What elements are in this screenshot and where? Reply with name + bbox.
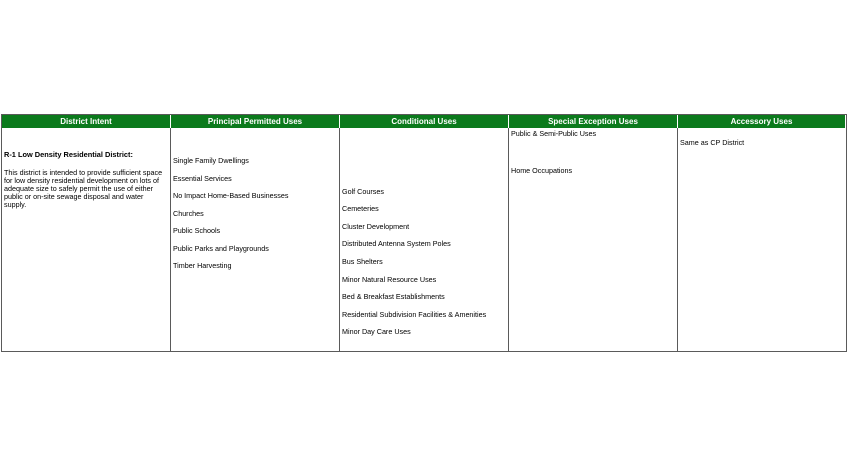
special-exception-uses-cell	[509, 128, 678, 351]
header-accessory-uses: Accessory Uses	[678, 115, 846, 128]
header-special-exception-uses: Special Exception Uses	[509, 115, 678, 128]
list-item: Churches	[173, 209, 204, 218]
list-item: Home Occupations	[511, 166, 573, 175]
list-item: Golf Courses	[342, 187, 384, 196]
list-item: Public Schools	[173, 226, 221, 235]
district-title: R-1 Low Density Residential District:	[4, 150, 133, 159]
district-intent-cell	[2, 128, 171, 351]
list-item: Distributed Antenna System Poles	[342, 239, 451, 248]
list-item: Bed & Breakfast Establishments	[342, 292, 445, 301]
list-item: Essential Services	[173, 174, 232, 183]
list-item: Minor Natural Resource Uses	[342, 275, 437, 284]
list-item: Timber Harvesting	[173, 261, 232, 270]
list-item: Public Parks and Playgrounds	[173, 244, 269, 253]
zoning-uses-table	[1, 114, 847, 352]
header-district-intent: District Intent	[2, 115, 171, 128]
header-conditional-uses: Conditional Uses	[340, 115, 509, 128]
list-item: Minor Day Care Uses	[342, 327, 411, 336]
list-item: Cemeteries	[342, 204, 379, 213]
district-description: This district is intended to provide sufficient space for low density residential development on lots of adequate size to safely permit the use of either public or on-site sewage disposal and water supply.	[4, 168, 163, 209]
list-item: No Impact Home-Based Businesses	[173, 191, 289, 200]
list-item: Single Family Dwellings	[173, 156, 249, 165]
conditional-uses-cell	[340, 128, 509, 351]
list-item: Public & Semi-Public Uses	[511, 129, 597, 138]
list-item: Bus Shelters	[342, 257, 383, 266]
list-item: Cluster Development	[342, 222, 410, 231]
list-item: Residential Subdivision Facilities & Amenities	[342, 310, 487, 319]
principal-permitted-uses-cell	[171, 128, 340, 351]
list-item: Same as CP District	[680, 138, 745, 147]
accessory-uses-cell	[678, 128, 846, 351]
header-principal-permitted-uses: Principal Permitted Uses	[171, 115, 340, 128]
